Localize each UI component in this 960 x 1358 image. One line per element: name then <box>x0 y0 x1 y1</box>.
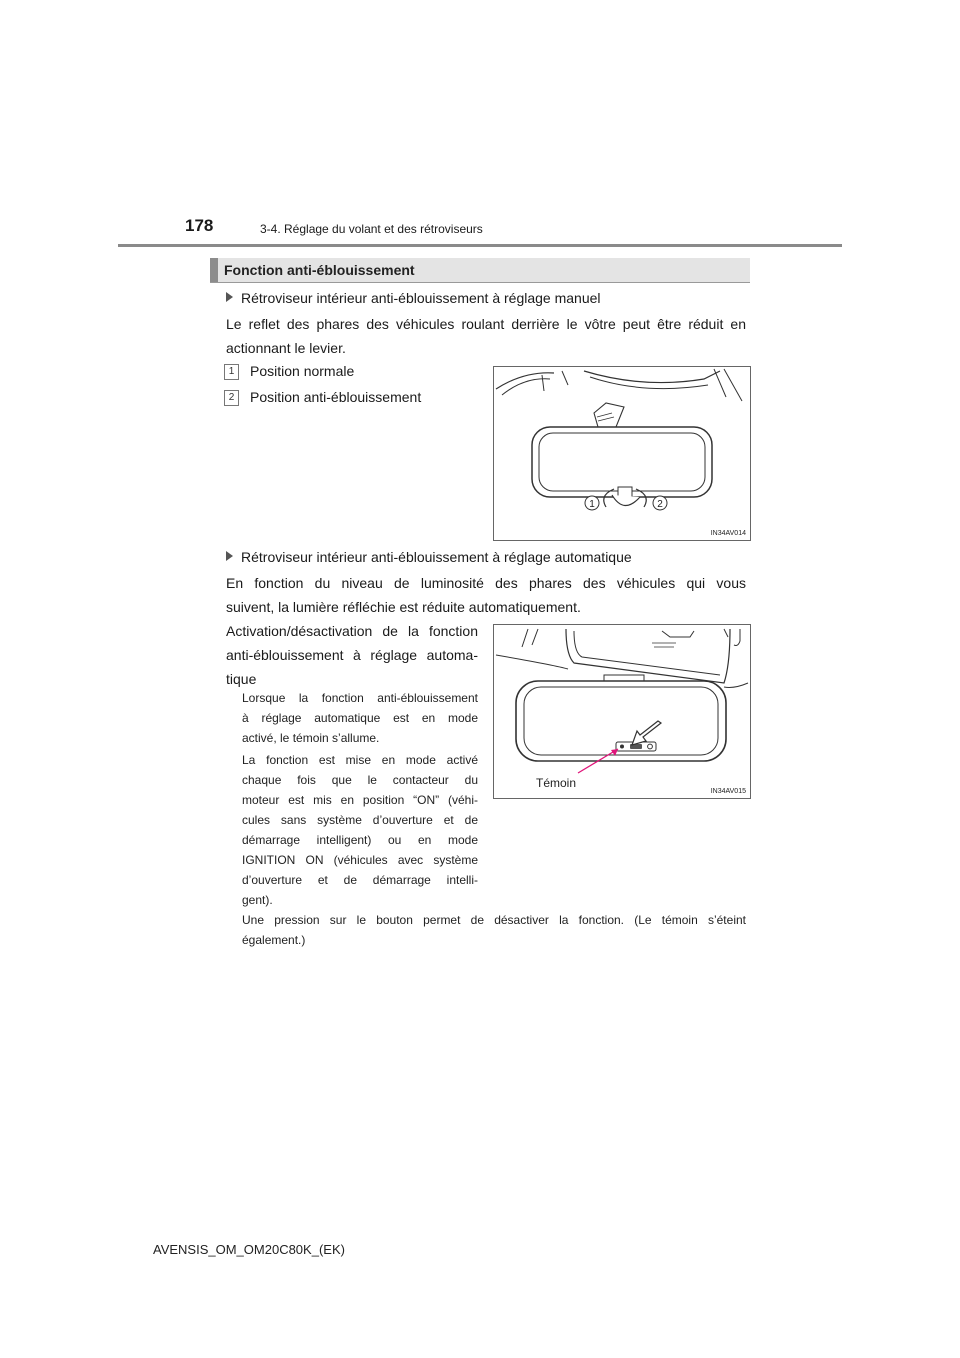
callout-2: 2 <box>657 499 663 510</box>
automatic-description <box>226 571 746 619</box>
note-line: La fonction est mise en mode activé <box>242 753 478 767</box>
automatic-bullet-text: Rétroviseur intérieur anti-éblouissement à réglage automatique <box>241 549 632 565</box>
automatic-description-line: En fonction du niveau de luminosité des phares des véhicules qui vous <box>226 575 746 591</box>
activation-line: Activation/désactivation de la fonction <box>226 623 478 639</box>
manual-bullet <box>226 290 601 306</box>
list-item <box>224 363 354 380</box>
note-line: également.) <box>242 933 306 947</box>
note-line: cules sans système d’ouverture et de <box>242 813 478 827</box>
note-line: activé, le témoin s’allume. <box>242 731 380 745</box>
section-heading-underline <box>210 282 750 283</box>
page-number: 178 <box>185 216 214 235</box>
callout-1: 1 <box>589 499 595 510</box>
triangle-bullet-icon <box>226 292 233 302</box>
note-line: IGNITION ON (véhicules avec système <box>242 853 478 867</box>
item-number-badge: 2 <box>224 390 239 406</box>
section-heading: Fonction anti-éblouissement <box>224 262 415 278</box>
note-line: chaque fois que le contacteur du <box>242 773 478 787</box>
note-line: Une pression sur le bouton permet de désactiver la fonction. (Le témoin s’éteint <box>242 913 746 927</box>
document-code: AVENSIS_OM_OM20C80K_(EK) <box>153 1242 345 1257</box>
triangle-bullet-icon <box>226 551 233 561</box>
note-2 <box>242 750 478 910</box>
note-line: Lorsque la fonction anti-éblouissement <box>242 691 478 705</box>
note-line: moteur est mis en position “ON” (véhi- <box>242 793 478 807</box>
activation-line: anti-éblouissement à réglage automa- <box>226 647 478 663</box>
note-line: à réglage automatique est en mode <box>242 711 478 725</box>
manual-description-line: Le reflet des phares des véhicules roulant derrière le vôtre peut être réduit en <box>226 316 746 332</box>
note-1 <box>242 688 478 748</box>
activation-heading <box>226 619 478 691</box>
activation-line: tique <box>226 671 257 687</box>
list-item <box>224 389 421 406</box>
note-3 <box>242 910 746 950</box>
section-title: 3-4. Réglage du volant et des rétroviseurs <box>260 222 483 236</box>
list-item-label: Position anti-éblouissement <box>250 389 422 405</box>
list-item-label: Position normale <box>250 363 355 379</box>
manual-bullet-text: Rétroviseur intérieur anti-éblouissement à réglage manuel <box>241 290 601 306</box>
note-line: d’ouverture et de démarrage intelli- <box>242 873 478 887</box>
automatic-mirror-figure <box>493 624 751 799</box>
indicator-label: Témoin <box>536 776 577 790</box>
auto-dimming-mirror-illustration <box>494 625 750 798</box>
note-line: gent). <box>242 893 273 907</box>
manual-description <box>226 312 746 360</box>
item-number-badge: 1 <box>224 364 239 380</box>
figure-code: IN34AV015 <box>710 788 746 795</box>
manual-description-line: actionnant le levier. <box>226 340 346 356</box>
automatic-description-line: suivent, la lumière réfléchie est réduite automatiquement. <box>226 599 581 615</box>
automatic-bullet <box>226 549 632 565</box>
manual-mirror-figure <box>493 366 751 541</box>
rearview-mirror-illustration <box>494 367 750 540</box>
header-rule <box>118 244 842 247</box>
figure-code: IN34AV014 <box>710 530 746 537</box>
note-line: démarrage intelligent) ou en mode <box>242 833 478 847</box>
